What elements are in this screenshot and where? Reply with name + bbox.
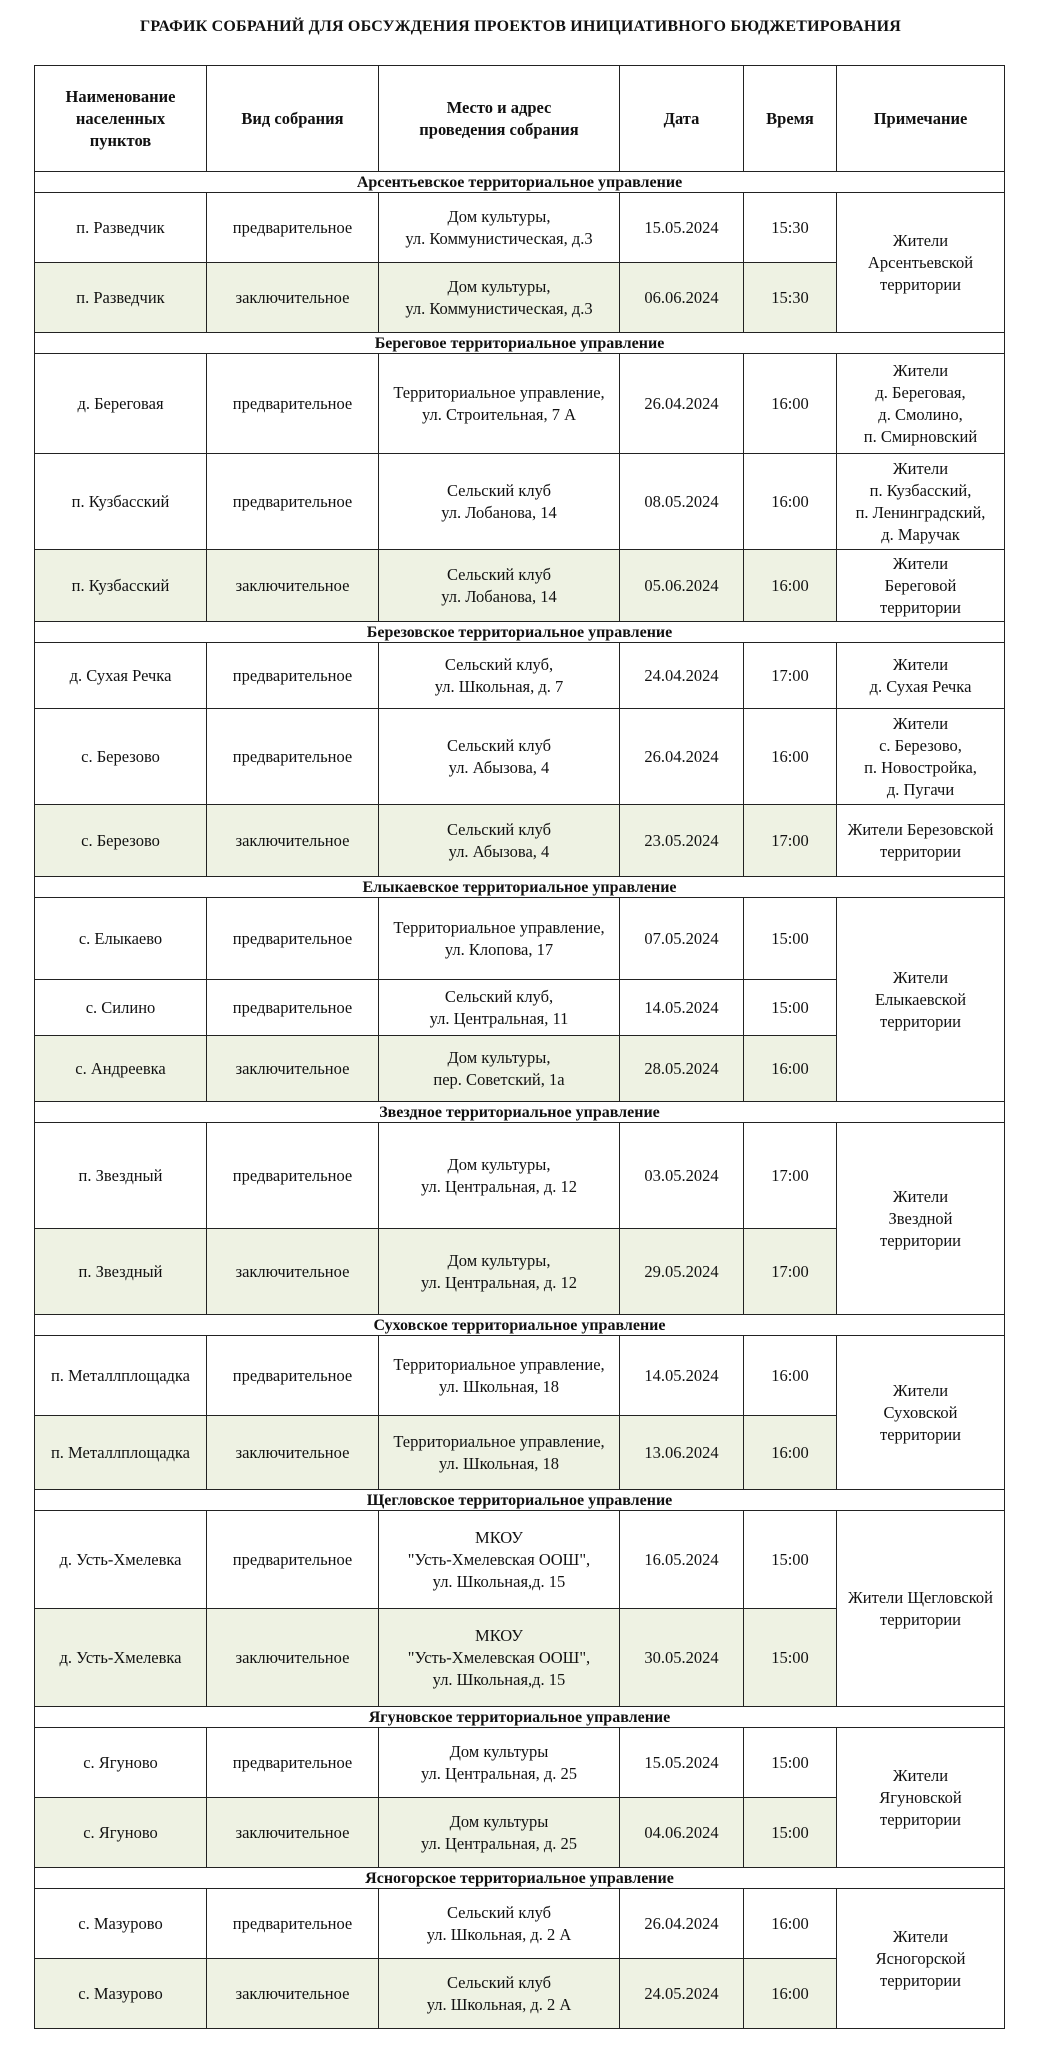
time-cell: 15:00 bbox=[744, 980, 837, 1036]
venue-cell: Сельский клуб, ул. Центральная, 11 bbox=[379, 980, 620, 1036]
meeting-type-cell: заключительное bbox=[207, 263, 379, 333]
schedule-body bbox=[35, 172, 1005, 2029]
time-cell: 17:00 bbox=[744, 1229, 837, 1315]
time-cell: 16:00 bbox=[744, 454, 837, 550]
section-row bbox=[35, 622, 1005, 643]
meeting-type-cell: предварительное bbox=[207, 898, 379, 980]
section-title: Ягуновское территориальное управление bbox=[35, 1707, 1005, 1728]
table-row bbox=[35, 1728, 1005, 1798]
meeting-type-cell: заключительное bbox=[207, 805, 379, 877]
settlement-cell: с. Елыкаево bbox=[35, 898, 207, 980]
time-cell: 16:00 bbox=[744, 1416, 837, 1490]
header-meeting-type: Вид собрания bbox=[207, 66, 379, 172]
settlement-cell: п. Кузбасский bbox=[35, 454, 207, 550]
settlement-cell: с. Мазурово bbox=[35, 1959, 207, 2029]
meeting-type-cell: заключительное bbox=[207, 1229, 379, 1315]
table-row bbox=[35, 898, 1005, 980]
settlement-cell: п. Звездный bbox=[35, 1123, 207, 1229]
date-cell: 15.05.2024 bbox=[620, 1728, 744, 1798]
settlement-cell: п. Металлплощадка bbox=[35, 1416, 207, 1490]
section-title: Щегловское территориальное управление bbox=[35, 1490, 1005, 1511]
meeting-type-cell: предварительное bbox=[207, 454, 379, 550]
section-title: Арсентьевское территориальное управление bbox=[35, 172, 1005, 193]
meeting-type-cell: заключительное bbox=[207, 1416, 379, 1490]
date-cell: 06.06.2024 bbox=[620, 263, 744, 333]
table-row bbox=[35, 1511, 1005, 1609]
settlement-cell: д. Усть-Хмелевка bbox=[35, 1511, 207, 1609]
time-cell: 16:00 bbox=[744, 354, 837, 454]
table-row bbox=[35, 193, 1005, 263]
section-row bbox=[35, 1315, 1005, 1336]
schedule-table bbox=[34, 65, 1005, 2029]
note-cell: Жители Щегловской территории bbox=[837, 1511, 1005, 1707]
header-date: Дата bbox=[620, 66, 744, 172]
note-cell: Жители с. Березово, п. Новостройка, д. Пугачи bbox=[837, 709, 1005, 805]
venue-cell: Дом культуры, ул. Центральная, д. 12 bbox=[379, 1229, 620, 1315]
time-cell: 16:00 bbox=[744, 709, 837, 805]
date-cell: 28.05.2024 bbox=[620, 1036, 744, 1102]
date-cell: 03.05.2024 bbox=[620, 1123, 744, 1229]
section-row bbox=[35, 1868, 1005, 1889]
meeting-type-cell: предварительное bbox=[207, 193, 379, 263]
settlement-cell: п. Металлплощадка bbox=[35, 1336, 207, 1416]
venue-cell: МКОУ "Усть-Хмелевская ООШ", ул. Школьная,д. 15 bbox=[379, 1511, 620, 1609]
table-row bbox=[35, 1336, 1005, 1416]
date-cell: 07.05.2024 bbox=[620, 898, 744, 980]
section-row bbox=[35, 1707, 1005, 1728]
venue-cell: Сельский клуб ул. Абызова, 4 bbox=[379, 805, 620, 877]
venue-cell: Территориальное управление, ул. Школьная, 18 bbox=[379, 1416, 620, 1490]
meeting-type-cell: заключительное bbox=[207, 1798, 379, 1868]
note-cell: Жители Елыкаевской территории bbox=[837, 898, 1005, 1102]
time-cell: 16:00 bbox=[744, 1889, 837, 1959]
meeting-type-cell: предварительное bbox=[207, 1336, 379, 1416]
date-cell: 08.05.2024 bbox=[620, 454, 744, 550]
table-row bbox=[35, 454, 1005, 550]
note-cell: Жители д. Сухая Речка bbox=[837, 643, 1005, 709]
meeting-type-cell: заключительное bbox=[207, 1609, 379, 1707]
settlement-cell: с. Ягуново bbox=[35, 1728, 207, 1798]
note-cell: Жители Ягуновской территории bbox=[837, 1728, 1005, 1868]
time-cell: 15:30 bbox=[744, 263, 837, 333]
venue-cell: Территориальное управление, ул. Школьная, 18 bbox=[379, 1336, 620, 1416]
settlement-cell: д. Береговая bbox=[35, 354, 207, 454]
time-cell: 15:00 bbox=[744, 1511, 837, 1609]
venue-cell: Сельский клуб, ул. Школьная, д. 7 bbox=[379, 643, 620, 709]
note-cell: Жители Ясногорской территории bbox=[837, 1889, 1005, 2029]
date-cell: 30.05.2024 bbox=[620, 1609, 744, 1707]
section-row bbox=[35, 877, 1005, 898]
date-cell: 04.06.2024 bbox=[620, 1798, 744, 1868]
table-row bbox=[35, 1123, 1005, 1229]
date-cell: 26.04.2024 bbox=[620, 1889, 744, 1959]
venue-cell: Территориальное управление, ул. Клопова, 17 bbox=[379, 898, 620, 980]
time-cell: 15:00 bbox=[744, 1798, 837, 1868]
settlement-cell: с. Ягуново bbox=[35, 1798, 207, 1868]
note-cell: Жители Арсентьевской территории bbox=[837, 193, 1005, 333]
time-cell: 15:30 bbox=[744, 193, 837, 263]
meeting-type-cell: предварительное bbox=[207, 1889, 379, 1959]
meeting-type-cell: предварительное bbox=[207, 1728, 379, 1798]
date-cell: 24.05.2024 bbox=[620, 1959, 744, 2029]
meeting-type-cell: предварительное bbox=[207, 1123, 379, 1229]
time-cell: 15:00 bbox=[744, 898, 837, 980]
venue-cell: Дом культуры, ул. Коммунистическая, д.3 bbox=[379, 193, 620, 263]
settlement-cell: п. Кузбасский bbox=[35, 550, 207, 622]
settlement-cell: с. Березово bbox=[35, 805, 207, 877]
meeting-type-cell: предварительное bbox=[207, 354, 379, 454]
date-cell: 26.04.2024 bbox=[620, 709, 744, 805]
meeting-type-cell: заключительное bbox=[207, 1036, 379, 1102]
meeting-type-cell: предварительное bbox=[207, 1511, 379, 1609]
section-title: Елыкаевское территориальное управление bbox=[35, 877, 1005, 898]
section-title: Березовское территориальное управление bbox=[35, 622, 1005, 643]
meeting-type-cell: заключительное bbox=[207, 1959, 379, 2029]
venue-cell: Сельский клуб ул. Абызова, 4 bbox=[379, 709, 620, 805]
venue-cell: Дом культуры, ул. Центральная, д. 12 bbox=[379, 1123, 620, 1229]
date-cell: 24.04.2024 bbox=[620, 643, 744, 709]
date-cell: 16.05.2024 bbox=[620, 1511, 744, 1609]
venue-cell: Сельский клуб ул. Школьная, д. 2 А bbox=[379, 1889, 620, 1959]
venue-cell: Территориальное управление, ул. Строительная, 7 А bbox=[379, 354, 620, 454]
date-cell: 14.05.2024 bbox=[620, 1336, 744, 1416]
table-row bbox=[35, 550, 1005, 622]
table-row bbox=[35, 643, 1005, 709]
meeting-type-cell: предварительное bbox=[207, 980, 379, 1036]
date-cell: 13.06.2024 bbox=[620, 1416, 744, 1490]
date-cell: 15.05.2024 bbox=[620, 193, 744, 263]
time-cell: 15:00 bbox=[744, 1609, 837, 1707]
venue-cell: Сельский клуб ул. Лобанова, 14 bbox=[379, 454, 620, 550]
section-row bbox=[35, 1490, 1005, 1511]
section-row bbox=[35, 172, 1005, 193]
note-cell: Жители Березовской территории bbox=[837, 805, 1005, 877]
date-cell: 05.06.2024 bbox=[620, 550, 744, 622]
header-settlement: Наименование населенных пунктов bbox=[35, 66, 207, 172]
time-cell: 16:00 bbox=[744, 1959, 837, 2029]
header-venue: Место и адрес проведения собрания bbox=[379, 66, 620, 172]
settlement-cell: п. Разведчик bbox=[35, 193, 207, 263]
note-cell: Жители п. Кузбасский, п. Ленинградский, д. Маручак bbox=[837, 454, 1005, 550]
venue-cell: Дом культуры ул. Центральная, д. 25 bbox=[379, 1728, 620, 1798]
table-row bbox=[35, 1889, 1005, 1959]
time-cell: 17:00 bbox=[744, 805, 837, 877]
date-cell: 26.04.2024 bbox=[620, 354, 744, 454]
note-cell: Жители Звездной территории bbox=[837, 1123, 1005, 1315]
settlement-cell: д. Усть-Хмелевка bbox=[35, 1609, 207, 1707]
time-cell: 16:00 bbox=[744, 550, 837, 622]
section-title: Береговое территориальное управление bbox=[35, 333, 1005, 354]
section-title: Суховское территориальное управление bbox=[35, 1315, 1005, 1336]
venue-cell: Дом культуры, ул. Коммунистическая, д.3 bbox=[379, 263, 620, 333]
header-row bbox=[35, 66, 1005, 172]
meeting-type-cell: предварительное bbox=[207, 643, 379, 709]
section-title: Звездное территориальное управление bbox=[35, 1102, 1005, 1123]
note-cell: Жители Береговой территории bbox=[837, 550, 1005, 622]
venue-cell: Дом культуры ул. Центральная, д. 25 bbox=[379, 1798, 620, 1868]
page-title: ГРАФИК СОБРАНИЙ ДЛЯ ОБСУЖДЕНИЯ ПРОЕКТОВ ИНИЦИАТИВНОГО БЮДЖЕТИРОВАНИЯ bbox=[140, 18, 901, 35]
time-cell: 16:00 bbox=[744, 1336, 837, 1416]
settlement-cell: с. Березово bbox=[35, 709, 207, 805]
venue-cell: Сельский клуб ул. Лобанова, 14 bbox=[379, 550, 620, 622]
section-row bbox=[35, 333, 1005, 354]
venue-cell: Сельский клуб ул. Школьная, д. 2 А bbox=[379, 1959, 620, 2029]
header-note: Примечание bbox=[837, 66, 1005, 172]
note-cell: Жители Суховской территории bbox=[837, 1336, 1005, 1490]
venue-cell: Дом культуры, пер. Советский, 1а bbox=[379, 1036, 620, 1102]
time-cell: 17:00 bbox=[744, 1123, 837, 1229]
meeting-type-cell: предварительное bbox=[207, 709, 379, 805]
meeting-type-cell: заключительное bbox=[207, 550, 379, 622]
note-cell: Жители д. Береговая, д. Смолино, п. Смирновский bbox=[837, 354, 1005, 454]
settlement-cell: п. Разведчик bbox=[35, 263, 207, 333]
settlement-cell: д. Сухая Речка bbox=[35, 643, 207, 709]
section-title: Ясногорское территориальное управление bbox=[35, 1868, 1005, 1889]
time-cell: 15:00 bbox=[744, 1728, 837, 1798]
time-cell: 17:00 bbox=[744, 643, 837, 709]
header-time: Время bbox=[744, 66, 837, 172]
section-row bbox=[35, 1102, 1005, 1123]
date-cell: 23.05.2024 bbox=[620, 805, 744, 877]
settlement-cell: с. Силино bbox=[35, 980, 207, 1036]
settlement-cell: с. Андреевка bbox=[35, 1036, 207, 1102]
settlement-cell: с. Мазурово bbox=[35, 1889, 207, 1959]
date-cell: 14.05.2024 bbox=[620, 980, 744, 1036]
table-row bbox=[35, 354, 1005, 454]
table-row bbox=[35, 805, 1005, 877]
venue-cell: МКОУ "Усть-Хмелевская ООШ", ул. Школьная,д. 15 bbox=[379, 1609, 620, 1707]
date-cell: 29.05.2024 bbox=[620, 1229, 744, 1315]
table-row bbox=[35, 709, 1005, 805]
settlement-cell: п. Звездный bbox=[35, 1229, 207, 1315]
time-cell: 16:00 bbox=[744, 1036, 837, 1102]
